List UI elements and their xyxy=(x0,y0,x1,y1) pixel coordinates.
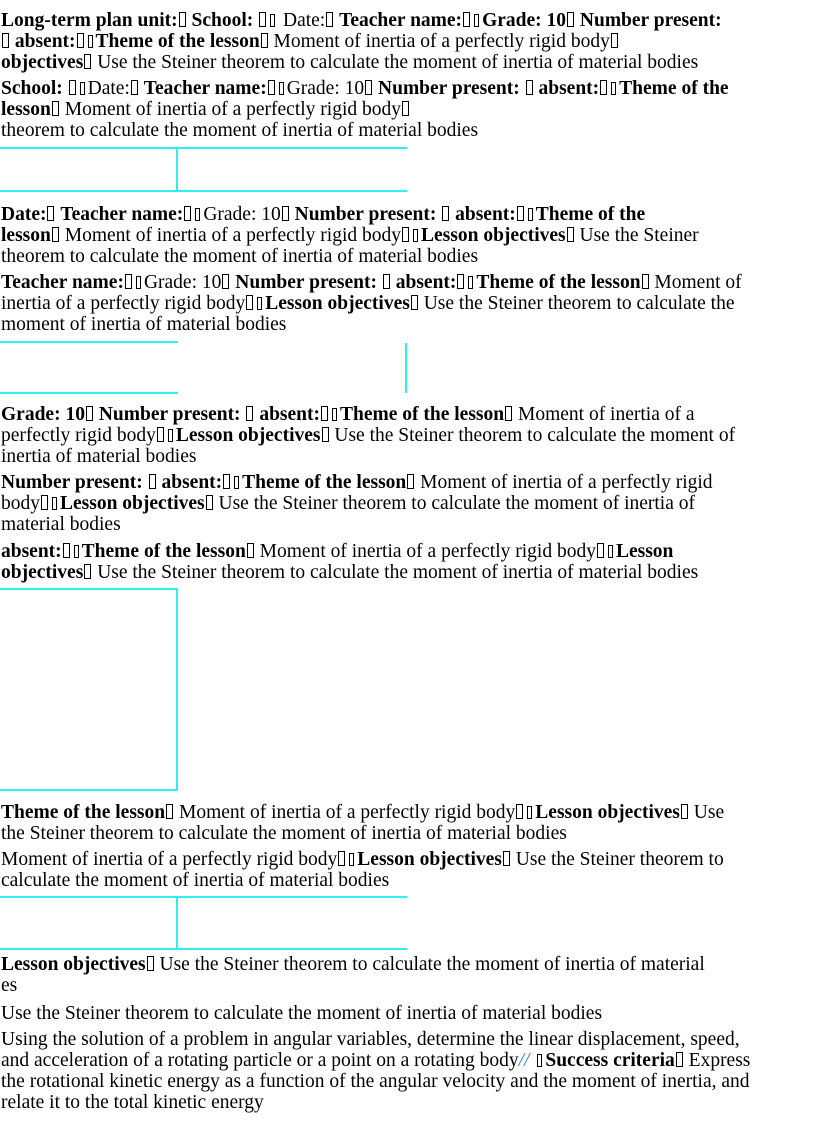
block-11 xyxy=(1,1003,816,1024)
missing-glyph-icon xyxy=(52,497,57,510)
missing-glyph-icon xyxy=(332,408,337,421)
missing-glyph-icon xyxy=(642,274,649,289)
missing-glyph-icon xyxy=(246,406,253,421)
missing-glyph-icon xyxy=(222,274,229,289)
missing-glyph-icon xyxy=(2,33,9,48)
objectives-fragment: inertia of material bodies xyxy=(1,446,197,467)
block-6 xyxy=(1,472,816,535)
label-objectives: Lesson objectives xyxy=(357,849,502,870)
missing-glyph-icon xyxy=(157,427,164,442)
label-grade: Grade: 10 xyxy=(1,404,85,425)
table-border xyxy=(0,147,407,149)
table-border xyxy=(176,896,178,949)
missing-glyph-icon xyxy=(537,1054,542,1067)
label-absent: absent: xyxy=(14,31,76,52)
missing-glyph-icon xyxy=(247,543,254,558)
objectives-value: Use the Steiner theorem to calculate the moment of inertia of material bodies xyxy=(97,562,699,583)
objectives-value: Use the Steiner theorem to calculate the xyxy=(423,293,735,314)
label-absent: absent: xyxy=(161,472,223,493)
missing-glyph-icon xyxy=(567,12,574,27)
missing-glyph-icon xyxy=(282,206,289,221)
missing-glyph-icon xyxy=(517,206,524,221)
block-8 xyxy=(1,802,816,844)
theme-value: Moment of inertia of a perfectly rigid body xyxy=(259,541,596,562)
missing-glyph-icon xyxy=(413,229,418,242)
missing-glyph-icon xyxy=(411,295,418,310)
table-border xyxy=(176,588,178,790)
label-number-present: Number present: xyxy=(98,404,241,425)
missing-glyph-icon xyxy=(270,14,275,27)
missing-glyph-icon xyxy=(528,208,533,221)
theme-value: Moment of inertia of a perfectly rigid body xyxy=(1,849,338,870)
missing-glyph-icon xyxy=(52,227,59,242)
theme-value: inertia of a perfectly rigid body xyxy=(1,293,246,314)
objectives-value: Use the Steiner theorem to calculate the moment of inertia of material xyxy=(159,954,705,975)
label-number-present: Number present: xyxy=(235,272,377,293)
label-objectives: Lesson objectives xyxy=(60,493,205,514)
missing-glyph-icon xyxy=(47,206,54,221)
missing-glyph-icon xyxy=(468,276,473,289)
objectives-fragment: theorem to calculate the moment of inertia of material bodies xyxy=(1,246,479,267)
label-grade: Grade: 10 xyxy=(286,78,365,99)
missing-glyph-icon xyxy=(86,406,93,421)
missing-glyph-icon xyxy=(338,851,345,866)
label-number-present: Number present: xyxy=(294,204,437,225)
objectives-value: Use the Steiner theorem to calculate the moment of inertia of material bodies xyxy=(1,1003,603,1024)
label-lesson-fragment: lesson xyxy=(1,99,51,120)
label-objectives: Lesson objectives xyxy=(175,425,321,446)
theme-value: body xyxy=(1,493,40,514)
table-border xyxy=(0,341,178,343)
missing-glyph-icon xyxy=(80,82,85,95)
objectives-fragment: the Steiner theorem to calculate the moment of inertia of material bodies xyxy=(1,823,567,844)
objectives-value: Use the Steiner theorem to calculate the moment of xyxy=(334,425,736,446)
theme-value: Moment of inertia of a perfectly rigid xyxy=(420,472,713,493)
missing-glyph-icon xyxy=(168,429,173,442)
label-grade: Grade: 10 xyxy=(143,272,222,293)
label-teacher-name: Teacher name: xyxy=(339,10,463,31)
success-criteria-value: relate it to the total kinetic energy xyxy=(1,1092,264,1113)
missing-glyph-icon xyxy=(611,33,618,48)
label-school: School: xyxy=(191,10,254,31)
table-border xyxy=(0,948,407,950)
missing-glyph-icon xyxy=(149,474,156,489)
success-criteria-value: Express xyxy=(688,1050,751,1071)
missing-glyph-icon xyxy=(322,427,329,442)
label-theme-fragment: Theme of the xyxy=(619,78,729,99)
missing-glyph-icon xyxy=(166,804,173,819)
missing-glyph-icon xyxy=(681,804,688,819)
missing-glyph-icon xyxy=(402,101,409,116)
theme-value: perfectly rigid body xyxy=(1,425,156,446)
label-absent: absent: xyxy=(1,541,62,562)
objectives-value: Use the Steiner theorem to xyxy=(515,849,724,870)
block-5 xyxy=(1,404,816,467)
label-absent: absent: xyxy=(538,78,600,99)
missing-glyph-icon xyxy=(195,208,200,221)
table-border xyxy=(0,588,178,590)
missing-glyph-icon xyxy=(268,80,275,95)
table-border xyxy=(176,147,178,191)
block-2 xyxy=(1,78,816,141)
missing-glyph-icon xyxy=(74,545,79,558)
missing-glyph-icon xyxy=(279,82,284,95)
objectives-value: Use the Steiner theorem to calculate the moment of inertia of xyxy=(218,493,695,514)
block-4 xyxy=(1,272,816,335)
missing-glyph-icon xyxy=(567,227,574,242)
missing-glyph-icon xyxy=(516,804,523,819)
table-border xyxy=(0,190,407,192)
objectives-value: Use the Steiner xyxy=(579,225,699,246)
missing-glyph-icon xyxy=(321,406,328,421)
missing-glyph-icon xyxy=(503,851,510,866)
label-school: School: xyxy=(1,78,63,99)
theme-value: Moment of xyxy=(654,272,742,293)
missing-glyph-icon xyxy=(676,1052,683,1067)
objectives-value: Use the Steiner theorem to calculate the moment of inertia of material bodies xyxy=(97,52,699,73)
table-border xyxy=(0,896,407,898)
label-theme: Theme of the lesson xyxy=(339,404,505,425)
block-7 xyxy=(1,541,816,583)
objectives-value: Use xyxy=(693,802,725,823)
label-theme-fragment: Theme of the xyxy=(535,204,646,225)
missing-glyph-icon xyxy=(259,12,266,27)
label-absent: absent: xyxy=(395,272,457,293)
missing-glyph-icon xyxy=(136,276,141,289)
missing-glyph-icon xyxy=(234,476,239,489)
theme-value: Moment of inertia of a perfectly rigid body xyxy=(64,99,402,120)
missing-glyph-icon xyxy=(442,206,449,221)
label-success-criteria: Success criteria xyxy=(545,1050,675,1071)
label-number-present: Number present: xyxy=(579,10,722,31)
success-criteria-value: the rotational kinetic energy as a function of the angular velocity and the moment of inertia, and xyxy=(1,1071,750,1092)
label-theme: Theme of the lesson xyxy=(242,472,407,493)
label-date: Date: xyxy=(283,10,326,31)
label-grade: Grade: 10 xyxy=(482,10,567,31)
label-objectives-fragment: objectives xyxy=(1,52,84,73)
label-objectives: Lesson objectives xyxy=(421,225,566,246)
theme-value: Moment of inertia of a xyxy=(517,404,695,425)
objectives-fragment: moment of inertia of material bodies xyxy=(1,314,287,335)
label-number-present: Number present: xyxy=(378,78,520,99)
missing-glyph-icon xyxy=(600,80,607,95)
objective-2-text: and acceleration of a rotating particle or a point on a rotating body xyxy=(1,1050,519,1071)
objectives-fragment: theorem to calculate the moment of inertia of material bodies xyxy=(1,120,479,141)
label-teacher-name: Teacher name: xyxy=(1,272,124,293)
block-10 xyxy=(1,954,816,996)
missing-glyph-icon xyxy=(326,12,333,27)
missing-glyph-icon xyxy=(611,82,616,95)
label-teacher-name: Teacher name: xyxy=(60,204,184,225)
theme-value: Moment of inertia of a perfectly rigid body xyxy=(179,802,516,823)
missing-glyph-icon xyxy=(457,274,464,289)
missing-glyph-icon xyxy=(206,495,213,510)
missing-glyph-icon xyxy=(63,543,70,558)
label-grade: Grade: 10 xyxy=(203,204,281,225)
label-theme: Theme of the lesson xyxy=(95,31,260,52)
missing-glyph-icon xyxy=(69,80,76,95)
table-border xyxy=(0,789,178,791)
missing-glyph-icon xyxy=(526,80,533,95)
missing-glyph-icon xyxy=(527,806,532,819)
missing-glyph-icon xyxy=(365,80,372,95)
objective-2-text: Using the solution of a problem in angular variables, determine the linear displacement, speed, xyxy=(1,1029,740,1050)
missing-glyph-icon xyxy=(402,227,409,242)
label-lesson-fragment: lesson xyxy=(1,225,51,246)
missing-glyph-icon xyxy=(184,206,191,221)
theme-value: Moment of inertia of a perfectly rigid body xyxy=(64,225,402,246)
missing-glyph-icon xyxy=(474,14,479,27)
table-border xyxy=(405,343,407,393)
label-number-present: Number present: xyxy=(1,472,143,493)
label-theme: Theme of the lesson xyxy=(476,272,641,293)
label-long-term-plan-unit: Long-term plan unit: xyxy=(1,10,178,31)
missing-glyph-icon xyxy=(131,80,138,95)
label-objectives: Lesson objectives xyxy=(265,293,410,314)
missing-glyph-icon xyxy=(84,564,91,579)
label-objectives: Lesson objectives xyxy=(1,954,146,975)
objectives-fragment: es xyxy=(1,975,18,996)
label-date: Date: xyxy=(1,204,47,225)
label-theme: Theme of the lesson xyxy=(81,541,246,562)
objectives-fragment: material bodies xyxy=(1,514,121,535)
block-1 xyxy=(1,10,816,73)
missing-glyph-icon xyxy=(84,54,91,69)
table-border xyxy=(0,392,178,394)
missing-glyph-icon xyxy=(147,956,154,971)
missing-glyph-icon xyxy=(608,545,613,558)
label-objectives: Lesson objectives xyxy=(535,802,680,823)
objectives-fragment: calculate the moment of inertia of material bodies xyxy=(1,870,390,891)
label-absent: absent: xyxy=(259,404,320,425)
slash-mark: // xyxy=(518,1050,530,1071)
missing-glyph-icon xyxy=(246,295,253,310)
label-date: Date: xyxy=(87,78,130,99)
missing-glyph-icon xyxy=(257,297,262,310)
missing-glyph-icon xyxy=(261,33,268,48)
block-9 xyxy=(1,849,816,891)
label-lesson-fragment: Lesson xyxy=(615,541,674,562)
missing-glyph-icon xyxy=(41,495,48,510)
missing-glyph-icon xyxy=(223,474,230,489)
label-objectives-fragment: objectives xyxy=(1,562,84,583)
missing-glyph-icon xyxy=(77,33,84,48)
missing-glyph-icon xyxy=(52,101,59,116)
label-absent: absent: xyxy=(455,204,516,225)
missing-glyph-icon xyxy=(505,406,512,421)
block-3 xyxy=(1,204,816,267)
missing-glyph-icon xyxy=(597,543,604,558)
label-theme: Theme of the lesson xyxy=(1,802,166,823)
missing-glyph-icon xyxy=(463,12,470,27)
missing-glyph-icon xyxy=(88,35,93,48)
label-teacher-name: Teacher name: xyxy=(143,78,267,99)
missing-glyph-icon xyxy=(125,274,132,289)
missing-glyph-icon xyxy=(179,12,186,27)
block-12 xyxy=(1,1029,816,1113)
theme-value: Moment of inertia of a perfectly rigid body xyxy=(273,31,610,52)
missing-glyph-icon xyxy=(383,274,390,289)
missing-glyph-icon xyxy=(407,474,414,489)
missing-glyph-icon xyxy=(349,853,354,866)
